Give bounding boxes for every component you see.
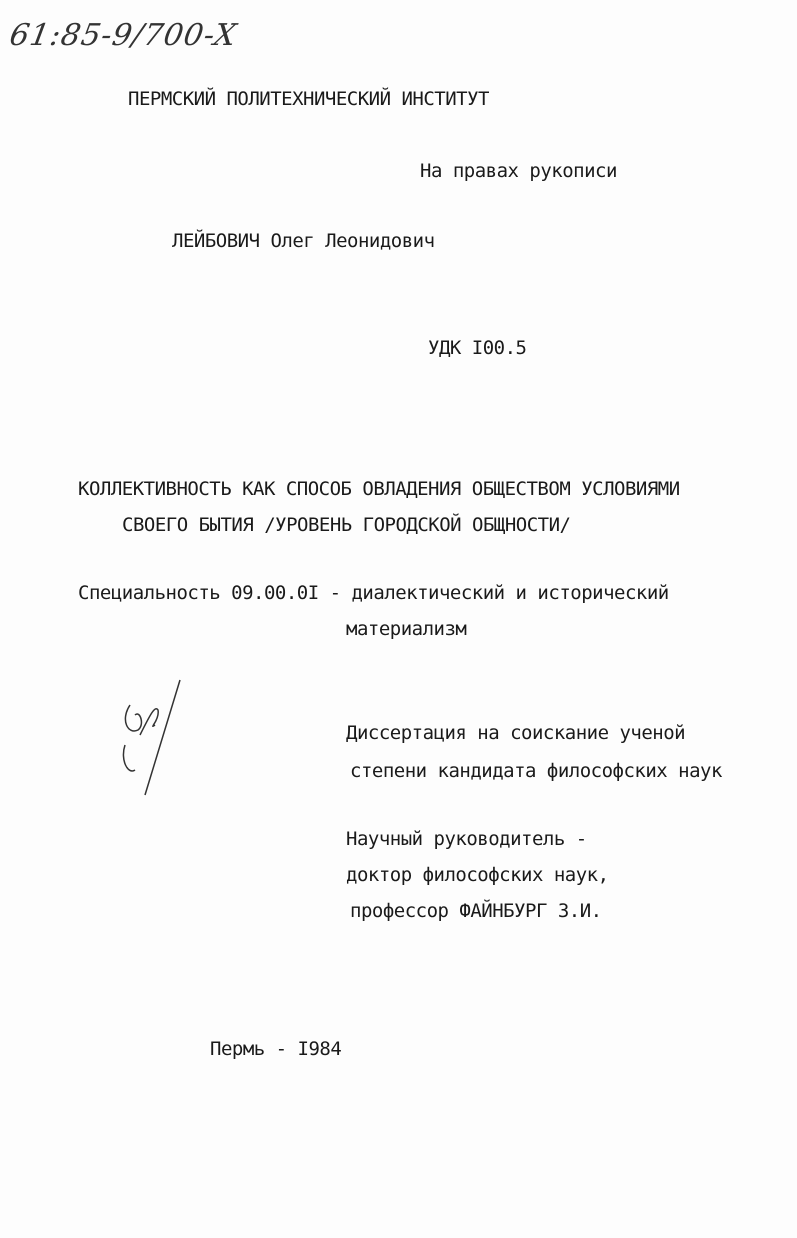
author: ЛЕЙБОВИЧ Олег Леонидович [172, 230, 435, 252]
advisor-line-3: профессор ФАЙНБУРГ З.И. [350, 900, 602, 922]
dissertation-line-1: Диссертация на соискание ученой [346, 722, 686, 744]
specialty-line-1: Специальность 09.00.0I - диалектический и исторический [78, 582, 669, 604]
title-line-2: СВОЕГО БЫТИЯ /УРОВЕНЬ ГОРОДСКОЙ ОБЩНОСТИ/ [122, 514, 571, 536]
title-line-1: КОЛЛЕКТИВНОСТЬ КАК СПОСОБ ОВЛАДЕНИЯ ОБЩЕСТВОМ УСЛОВИЯМИ [78, 478, 680, 500]
advisor-line-1: Научный руководитель - [346, 828, 587, 850]
place-year: Пермь - I984 [210, 1038, 342, 1060]
udk: УДК I00.5 [428, 337, 527, 359]
manuscript-note: На правах рукописи [420, 160, 617, 182]
institution: ПЕРМСКИЙ ПОЛИТЕХНИЧЕСКИЙ ИНСТИТУТ [128, 88, 489, 110]
handwritten-signature [110, 675, 190, 805]
advisor-line-2: доктор философских наук, [346, 864, 609, 886]
archive-mark-handwritten: 61:85-9/700-X [6, 18, 240, 53]
dissertation-line-2: степени кандидата философских наук [350, 760, 722, 782]
specialty-line-2: материализм [346, 618, 467, 640]
